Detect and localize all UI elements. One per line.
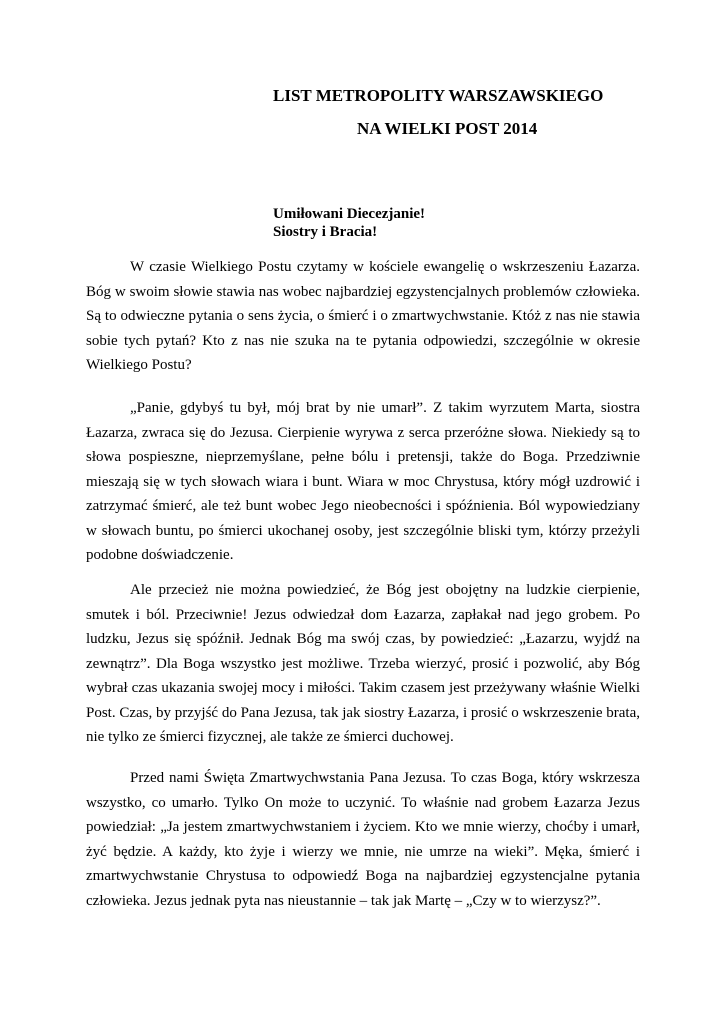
paragraph-4: Przed nami Święta Zmartwychwstania Pana Jezusa. To czas Boga, który wskrzesza wszystko, co umarło. Tylko On może to uczynić. To właśnie nad grobem Łazarza Jezus powiedział: „Ja jestem zmartwychwstaniem i życiem. Kto we mnie wierzy, choćby i umarł, żyć będzie. A każdy, kto żyje i wierzy we mnie, nie umrze na wieki”. Męka, śmierć i zmartwychwstanie Chrystusa to odpowiedź Boga na najbardziej egzystencjalne pytania człowieka. Jezus jednak pyta nas nieustannie – tak jak Martę – „Czy w to wierzysz?”. <box>86 770 640 909</box>
greeting-line-1: Umiłowani Diecezjanie! <box>273 206 426 222</box>
paragraph-block-4 <box>86 766 640 933</box>
document-title-line-2: NA WIELKI POST 2014 <box>357 119 538 138</box>
greeting-line-2: Siostry i Bracia! <box>273 224 378 240</box>
document-title-line-1: LIST METROPOLITY WARSZAWSKIEGO <box>273 86 604 105</box>
paragraph-2: „Panie, gdybyś tu był, mój brat by nie umarł”. Z takim wyrzutem Marta, siostra Łazarza, zwraca się do Jezusa. Cierpienie wyrywa z serca przeróżne słowa. Niekiedy są to słowa pospieszne, nieprzemyślane, pełne bólu i pretensji, także do Boga. Przedziwnie mieszają się w tych słowach wiara i bunt. Wiara w moc Chrystusa, który mógł uzdrowić i zatrzymać śmierć, ale też bunt wobec Jego nieobecności i spóźnienia. Ból wypowiedziany w słowach buntu, po śmierci ukochanej osoby, jest szczególnie bliski tym, którzy przeżyli podobne doświadczenie. <box>86 400 640 563</box>
greeting <box>273 205 425 241</box>
paragraph-block-1 <box>86 255 640 398</box>
paragraph-3: Ale przecież nie można powiedzieć, że Bóg jest obojętny na ludzkie cierpienie, smutek i ból. Przeciwnie! Jezus odwiedzał dom Łazarza, zapłakał nad jego grobem. Po ludzku, Jezus się spóźnił. Jednak Bóg ma swój czas, by powiedzieć: „Łazarzu, wyjdź na zewnątrz”. Dla Boga wszystko jest możliwe. Trzeba wierzyć, prosić i pozwolić, aby Bóg wybrał czas ukazania swojej mocy i miłości. Takim czasem jest przeżywany właśnie Wielki Post. Czas, by przyjść do Pana Jezusa, tak jak siostry Łazarza, i prosić o wskrzeszenie brata, nie tylko ze śmierci fizycznej, ale także ze śmierci duchowej. <box>86 582 640 745</box>
paragraph-block-3 <box>86 578 640 770</box>
paragraph-block-2 <box>86 396 640 588</box>
paragraph-1: W czasie Wielkiego Postu czytamy w kościele ewangelię o wskrzeszeniu Łazarza. Bóg w swoim słowie stawia nas wobec najbardziej egzystencjalnych problemów człowieka. Są to odwieczne pytania o sens życia, o śmierć i o zmartwychwstanie. Któż z nas nie stawia sobie tych pytań? Kto z nas nie szuka na te pytania odpowiedzi, szczególnie w okresie Wielkiego Postu? <box>86 259 640 373</box>
